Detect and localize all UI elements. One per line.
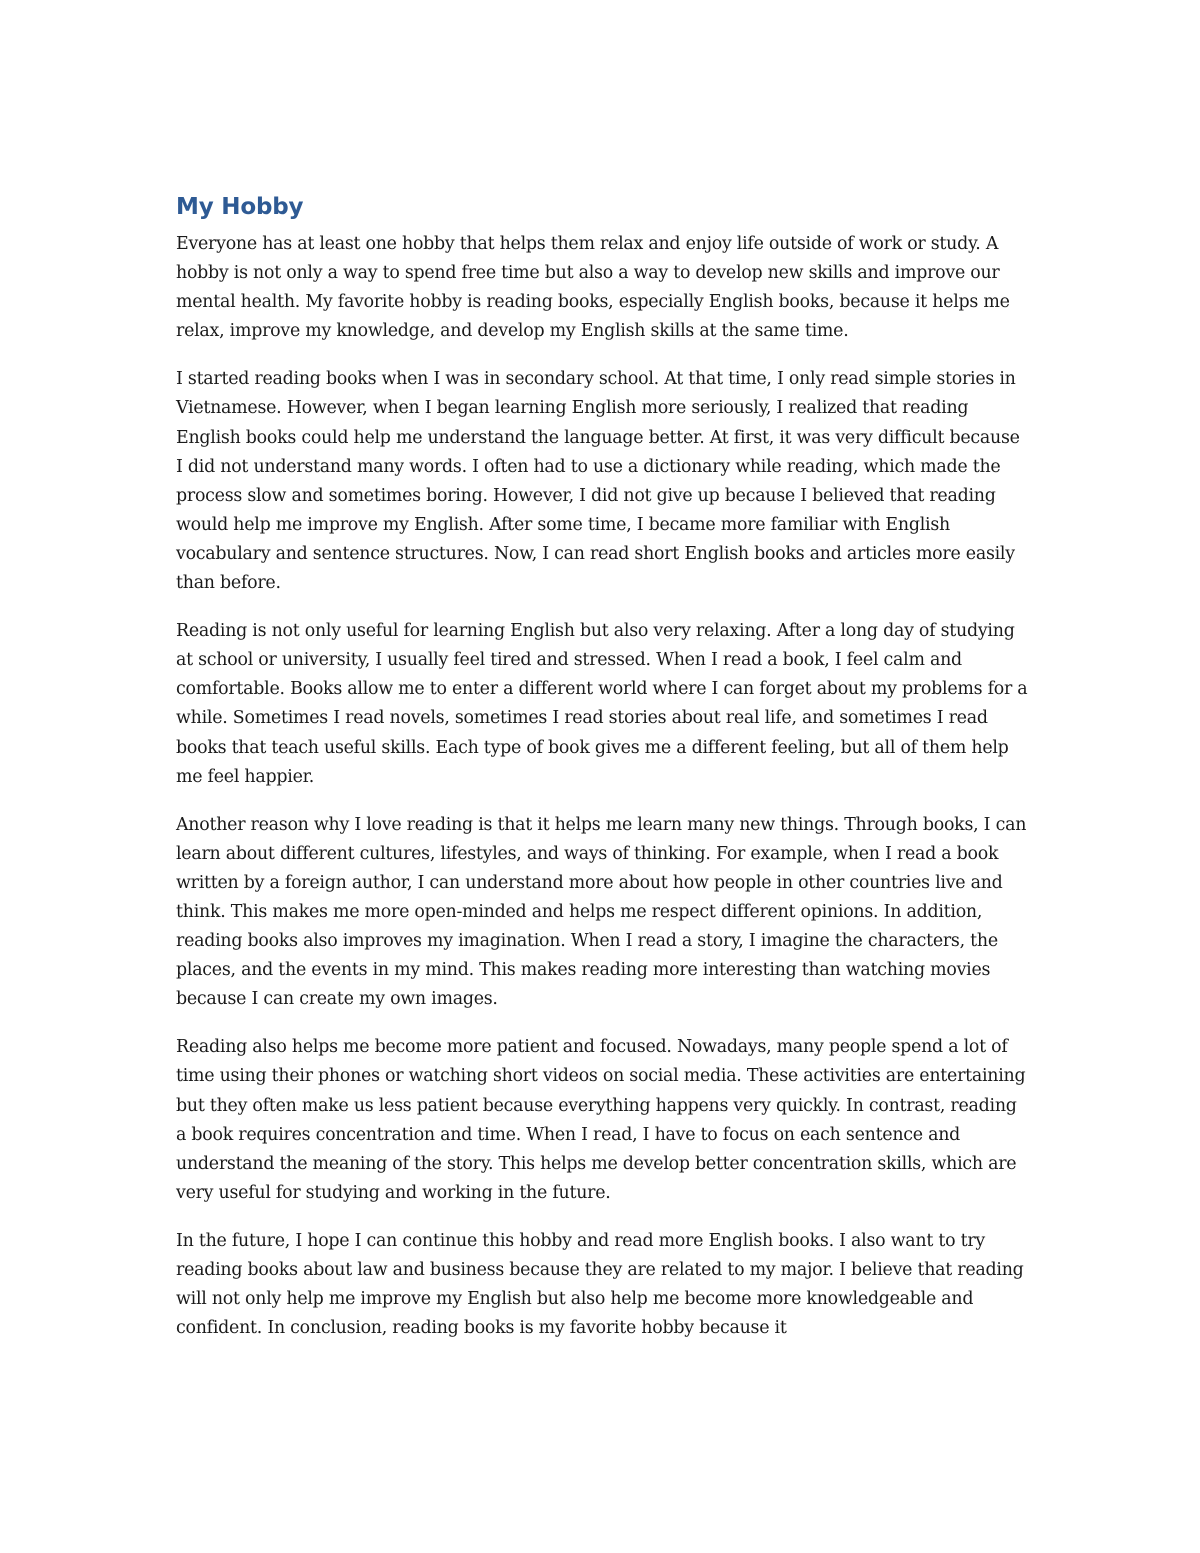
document-title: My Hobby <box>176 194 304 220</box>
paragraph-relaxing: Reading is not only useful for learning English but also very relaxing. After a long day of studying at school or university, I usually feel tired and stressed. When I read a book, I feel calm and comfortable. Books allow me to enter a different world where I can forget about my problems for a while. Sometimes I read novels, sometimes I read stories about real life, and sometimes I read books that teach useful skills. Each type of book gives me a different feeling, but all of them help me feel happier. <box>176 621 1028 787</box>
paragraph-patience: Reading also helps me become more patient and focused. Nowadays, many people spend a lot of time using their phones or watching short videos on social media. These activities are entertaining but they often make us less patient because everything happens very quickly. In contrast, reading a book requires concentration and time. When I read, I have to focus on each sentence and understand the meaning of the story. This helps me develop better concentration skills, which are very useful for studying and working in the future. <box>176 1037 1026 1203</box>
paragraph-learning: Another reason why I love reading is that it helps me learn many new things. Through books, I can learn about different cultures, lifestyles, and ways of thinking. For example, when I read a book written by a foreign author, I can understand more about how people in other countries live and think. This makes me more open-minded and helps me respect different opinions. In addition, reading books also improves my imagination. When I read a story, I imagine the characters, the places, and the events in my mind. This makes reading more interesting than watching movies because I can create my own images. <box>176 814 1027 1010</box>
paragraph-intro: Everyone has at least one hobby that helps them relax and enjoy life outside of work or study. A hobby is not only a way to spend free time but also a way to develop new skills and improve our mental health. My favorite hobby is reading books, especially English books, because it helps me relax, improve my knowledge, and develop my English skills at the same time. <box>176 234 1010 342</box>
document-body <box>176 190 1031 1343</box>
paragraph-started-reading: I started reading books when I was in secondary school. At that time, I only read simple stories in Vietnamese. However, when I began learning English more seriously, I realized that reading English books could help me understand the language better. At first, it was very difficult because I did not understand many words. I often had to use a dictionary while reading, which made the process slow and sometimes boring. However, I did not give up because I believed that reading would help me improve my English. After some time, I became more familiar with English vocabulary and sentence structures. Now, I can read short English books and articles more easily than before. <box>176 369 1020 594</box>
paragraph-future: In the future, I hope I can continue this hobby and read more English books. I also want to try reading books about law and business because they are related to my major. I believe that reading will not only help me improve my English but also help me become more knowledgeable and confident. In conclusion, reading books is my favorite hobby because it <box>176 1230 1024 1339</box>
